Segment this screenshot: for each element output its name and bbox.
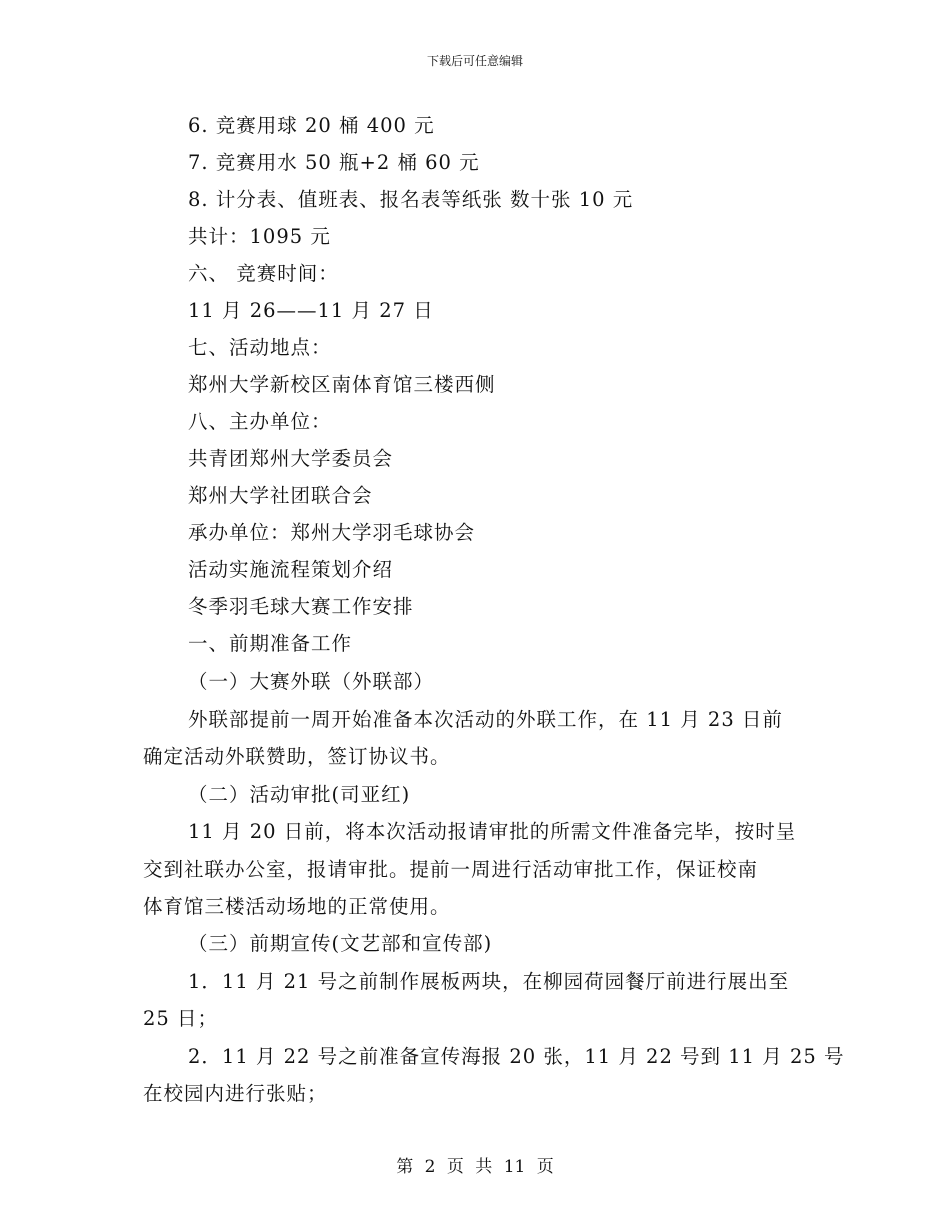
subheading-approval: （二）活动审批(司亚红) [188,783,411,806]
page-header-note: 下载后可任意编辑 [426,54,523,68]
paragraph-promotion-2-line-1: 2．11 月 22 号之前准备宣传海报 20 张，11 月 22 号到 11 月 25 号 [188,1045,845,1068]
text-line-process-title: 活动实施流程策划介绍 [188,558,394,581]
section-heading-organizer: 八、主办单位： [188,410,332,433]
text-line-dates: 11 月 26——11 月 27 日 [188,299,434,322]
paragraph-approval-line-2: 交到社联办公室，报请审批。提前一周进行活动审批工作，保证校南 [143,858,759,881]
paragraph-promotion-1-line-2: 25 日； [143,1007,219,1030]
section-heading-preparation: 一、前期准备工作 [188,632,353,655]
text-line-organizer-2: 郑州大学社团联合会 [188,484,373,507]
text-line-organizer-1: 共青团郑州大学委员会 [188,447,394,470]
text-line-co-organizer: 承办单位：郑州大学羽毛球协会 [188,521,476,544]
paragraph-approval-line-1: 11 月 20 日前，将本次活动报请审批的所需文件准备完毕，按时呈 [188,820,797,843]
subheading-outreach: （一）大赛外联（外联部） [188,670,435,693]
page-number: 第 2 页 共 11 页 [396,1157,554,1177]
text-line-work-arrangement: 冬季羽毛球大赛工作安排 [188,595,414,618]
text-line-budget-paper: 8. 计分表、值班表、报名表等纸张 数十张 10 元 [188,188,634,211]
paragraph-promotion-2-line-2: 在校园内进行张贴； [143,1082,328,1105]
paragraph-outreach-line-1: 外联部提前一周开始准备本次活动的外联工作，在 11 月 23 日前 [188,708,783,731]
paragraph-approval-line-3: 体育馆三楼活动场地的正常使用。 [143,895,451,918]
text-line-total: 共计：1095 元 [188,225,331,248]
paragraph-promotion-1-line-1: 1．11 月 21 号之前制作展板两块，在柳园荷园餐厅前进行展出至 [188,970,790,993]
paragraph-outreach-line-2: 确定活动外联赞助，签订协议书。 [143,745,451,768]
subheading-promotion: （三）前期宣传(文艺部和宣传部) [188,932,493,955]
section-heading-location: 七、活动地点： [188,336,332,359]
section-heading-time: 六、 竞赛时间： [188,262,339,285]
text-line-location: 郑州大学新校区南体育馆三楼西侧 [188,373,496,396]
text-line-budget-balls: 6. 竞赛用球 20 桶 400 元 [188,114,435,137]
text-line-budget-water: 7. 竞赛用水 50 瓶+2 桶 60 元 [188,151,480,174]
